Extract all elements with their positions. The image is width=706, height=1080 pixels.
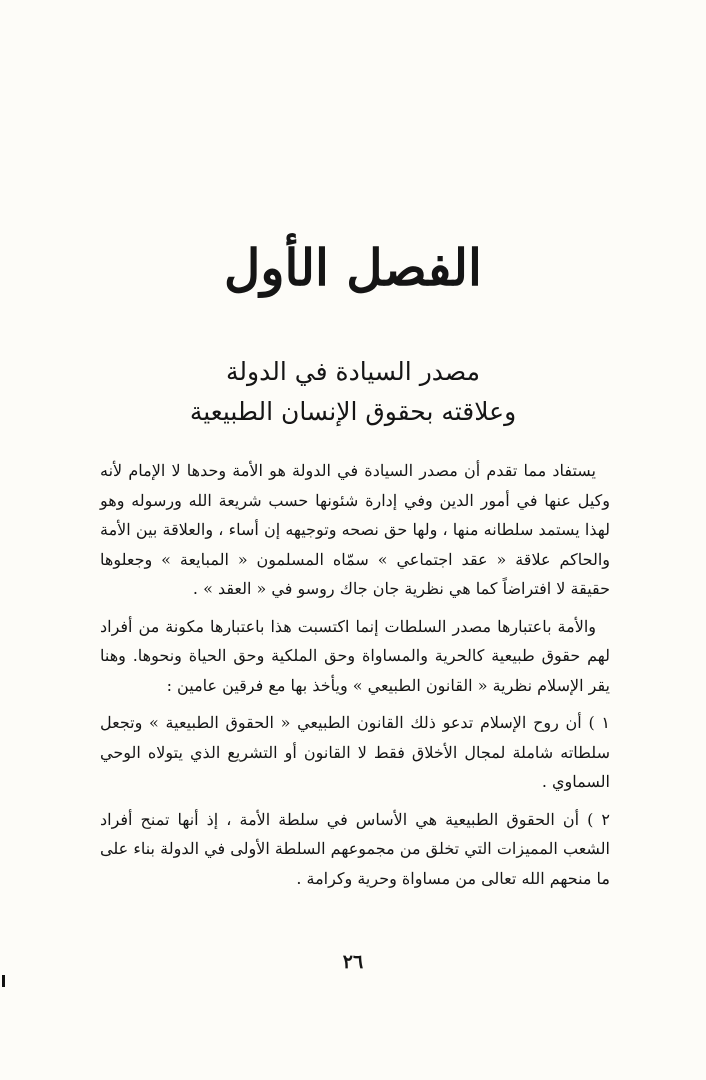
section-title-line-2: وعلاقته بحقوق الإنسان الطبيعية [189,397,517,426]
body-text [100,456,610,901]
page-number: ٢٦ [342,951,364,973]
section-title-line-1: مصدر السيادة في الدولة [226,357,480,386]
paragraph-nation: والأمة باعتبارها مصدر السلطات إنما اكتسبت هذا باعتبارها مكونة من أفراد لهم حقوق طبيعية كالحرية والمساواة وحق الملكية وحق الحياة ونحوها. وهنا يقر الإسلام نظرية « القانون الطبيعي » ويأخذ بها مع فرقين عامين : [100,616,610,695]
paragraph-point-2: ٢ ) أن الحقوق الطبيعية هي الأساس في سلطة الأمة ، إذ أنها تمنح أفراد الشعب المميزات التي تخلق من مجموعهم السلطة الأولى في الدولة بناء على ما منحهم الله تعالى من مساواة وحرية وكرامة . [100,809,611,888]
chapter-title: الفصل الأول [224,238,482,297]
scan-edge-mark [2,975,5,987]
paragraph-point-1: ١ ) أن روح الإسلام تدعو ذلك القانون الطبيعي « الحقوق الطبيعية » وتجعل سلطاته شاملة لمجال الأخلاق فقط لا القانون أو التشريع الذي يتولاه الوحي السماوي . [100,713,610,791]
paragraph-intro: يستفاد مما تقدم أن مصدر السيادة في الدولة هو الأمة وحدها لا الإمام لأنه وكيل عنها في أمور الدين وفي إدارة شئونها حسب شريعة الله ورسوله وهو لهذا يستمد سلطانه منها ، ولها حق نصحه وتوجيهه إن أساء ، والعلاقة بين الأمة والحاكم علاقة « عقد اجتماعي » سمّاه المسلمون « المبايعة » وجعلوها حقيقة لا افتراضاً كما هي نظرية جان جاك روسو في « العقد » . [100,461,610,598]
section-title [0,352,706,432]
